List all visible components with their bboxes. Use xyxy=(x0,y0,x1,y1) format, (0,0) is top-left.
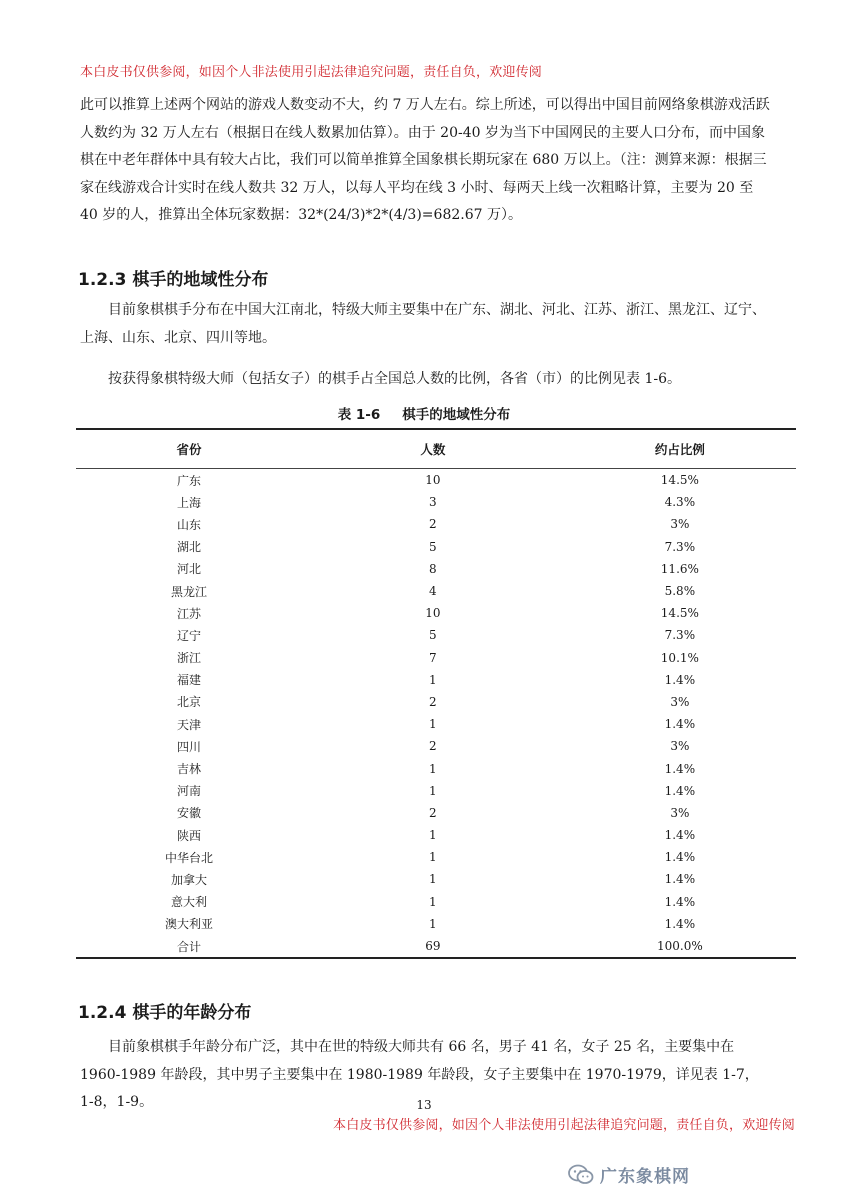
table-row xyxy=(76,935,796,958)
paragraph-online-players: 此可以推算上述两个网站的游戏人数变动不大，约 7 万人左右。综上所述，可以得出中国目前网络象棋游戏活跃人数约为 32 万人左右（根据日在线人数累加估算）。由于 20-40 岁为当下中国网民的主要人口分布，而中国象棋在中老年群体中具有较大占比，我们可以简单推算全国象棋长期玩家在 680 万以上。（注：测算来源：根据三家在线游戏合计实时在线人数共 32 万人，以每人平均在线 3 小时、每两天上线一次粗略计算，主要为 20 至 40 岁的人，推算出全体玩家数据：32*(24/3)*2*(4/3)=682.67 万）。 xyxy=(80,97,770,223)
table-row xyxy=(76,802,796,824)
table-row xyxy=(76,558,796,580)
cell-ratio: 11.6% xyxy=(660,561,699,576)
cell-count: 1 xyxy=(429,717,437,732)
cell-count: 1 xyxy=(429,916,437,931)
cell-province: 吉林 xyxy=(177,762,202,777)
table-row xyxy=(76,846,796,868)
table-row xyxy=(76,691,796,713)
table-row xyxy=(76,513,796,535)
cell-count: 10 xyxy=(425,473,441,488)
column-header-province: 省份 xyxy=(76,429,302,469)
column-header-ratio: 约占比例 xyxy=(564,429,796,469)
cell-province: 福建 xyxy=(177,673,202,688)
cell-count: 1 xyxy=(429,872,437,887)
cell-count: 4 xyxy=(429,584,437,599)
cell-province: 陕西 xyxy=(177,828,202,843)
cell-ratio: 14.5% xyxy=(660,606,699,621)
table-row xyxy=(76,469,796,492)
cell-ratio: 3% xyxy=(670,694,690,709)
cell-ratio: 7.3% xyxy=(664,628,696,643)
cell-ratio: 1.4% xyxy=(664,672,696,687)
cell-province: 合计 xyxy=(76,935,302,958)
cell-province: 黑龙江 xyxy=(171,584,208,599)
cell-count: 2 xyxy=(429,694,437,709)
cell-province: 安徽 xyxy=(177,806,202,821)
cell-ratio: 1.4% xyxy=(664,916,696,931)
cell-ratio: 1.4% xyxy=(664,894,696,909)
cell-count: 1 xyxy=(429,761,437,776)
cell-count: 1 xyxy=(429,850,437,865)
table-row xyxy=(76,735,796,757)
cell-count: 1 xyxy=(429,894,437,909)
cell-ratio: 100.0% xyxy=(564,935,796,958)
cell-count: 69 xyxy=(302,935,564,958)
cell-count: 3 xyxy=(429,495,437,510)
cell-count: 2 xyxy=(429,739,437,754)
cell-ratio: 3% xyxy=(670,805,690,820)
section-heading-age: 1.2.4 棋手的年龄分布 xyxy=(78,1003,252,1023)
cell-province: 加拿大 xyxy=(171,872,208,887)
disclaimer-bottom: 本白皮书仅供参阅，如因个人非法使用引起法律追究问题，责任自负，欢迎传阅 xyxy=(333,1118,796,1133)
cell-province: 辽宁 xyxy=(177,628,202,643)
cell-province: 河北 xyxy=(177,562,202,577)
paragraph-table-reference: 按获得象棋特级大师（包括女子）的棋手占全国总人数的比例，各省（市）的比例见表 1-6。 xyxy=(108,371,681,387)
cell-province: 山东 xyxy=(177,517,202,532)
cell-province: 上海 xyxy=(177,495,202,510)
table-row xyxy=(76,913,796,935)
table-row xyxy=(76,624,796,646)
cell-ratio: 1.4% xyxy=(664,828,696,843)
regional-distribution-table xyxy=(76,428,796,959)
cell-count: 5 xyxy=(429,539,437,554)
table-row xyxy=(76,602,796,624)
table-row xyxy=(76,891,796,913)
table-row xyxy=(76,713,796,735)
cell-count: 1 xyxy=(429,828,437,843)
table-caption-title: 棋手的地域性分布 xyxy=(402,407,511,423)
table-row xyxy=(76,580,796,602)
table-row xyxy=(76,647,796,669)
cell-ratio: 1.4% xyxy=(664,850,696,865)
cell-province: 湖北 xyxy=(177,540,202,555)
cell-count: 7 xyxy=(429,650,437,665)
section-heading-regional: 1.2.3 棋手的地域性分布 xyxy=(78,270,269,290)
table-row xyxy=(76,669,796,691)
cell-count: 5 xyxy=(429,628,437,643)
cell-ratio: 1.4% xyxy=(664,717,696,732)
cell-ratio: 1.4% xyxy=(664,783,696,798)
table-row xyxy=(76,757,796,779)
cell-count: 1 xyxy=(429,672,437,687)
cell-province: 浙江 xyxy=(177,651,202,666)
cell-ratio: 3% xyxy=(670,739,690,754)
cell-count: 2 xyxy=(429,517,437,532)
cell-province: 四川 xyxy=(177,739,202,754)
cell-ratio: 7.3% xyxy=(664,539,696,554)
cell-province: 意大利 xyxy=(171,895,208,910)
cell-ratio: 4.3% xyxy=(664,495,696,510)
wechat-icon xyxy=(568,1164,594,1186)
disclaimer-top: 本白皮书仅供参阅，如因个人非法使用引起法律追究问题，责任自负，欢迎传阅 xyxy=(80,65,543,80)
table-row xyxy=(76,824,796,846)
cell-province: 广东 xyxy=(177,473,202,488)
cell-ratio: 5.8% xyxy=(664,584,696,599)
table-row xyxy=(76,491,796,513)
table-row xyxy=(76,780,796,802)
cell-province: 澳大利亚 xyxy=(165,917,214,932)
cell-ratio: 1.4% xyxy=(664,872,696,887)
watermark-text: 广东象棋网 xyxy=(600,1167,690,1187)
table-header-row xyxy=(76,429,796,469)
cell-count: 2 xyxy=(429,805,437,820)
cell-province: 河南 xyxy=(177,784,202,799)
table-body xyxy=(76,469,796,959)
cell-province: 北京 xyxy=(177,695,202,710)
cell-count: 10 xyxy=(425,606,441,621)
paragraph-age-distribution: 目前象棋棋手年龄分布广泛，其中在世的特级大师共有 66 名，男子 41 名，女子 25 名，主要集中在 1960-1989 年龄段，其中男子主要集中在 1980-1989 年龄段，女子主要集中在 1970-1979，详见表 1-7，1-8，1-9。 xyxy=(80,1039,759,1110)
watermark-logo xyxy=(568,1162,690,1187)
table-caption-number: 表 1-6 xyxy=(337,407,381,423)
column-header-count: 人数 xyxy=(302,429,564,469)
cell-ratio: 3% xyxy=(670,517,690,532)
cell-count: 8 xyxy=(429,561,437,576)
cell-ratio: 14.5% xyxy=(660,473,699,488)
table-caption xyxy=(0,403,848,423)
cell-ratio: 10.1% xyxy=(660,650,699,665)
cell-ratio: 1.4% xyxy=(664,761,696,776)
cell-province: 中华台北 xyxy=(165,850,214,865)
table-row xyxy=(76,868,796,890)
cell-province: 江苏 xyxy=(177,606,202,621)
paragraph-regional-distribution: 目前象棋棋手分布在中国大江南北，特级大师主要集中在广东、湖北、河北、江苏、浙江、黑龙江、辽宁、上海、山东、北京、四川等地。 xyxy=(80,302,766,346)
cell-province: 天津 xyxy=(177,717,202,732)
page-number: 13 xyxy=(416,1098,432,1112)
table-row xyxy=(76,536,796,558)
cell-count: 1 xyxy=(429,783,437,798)
